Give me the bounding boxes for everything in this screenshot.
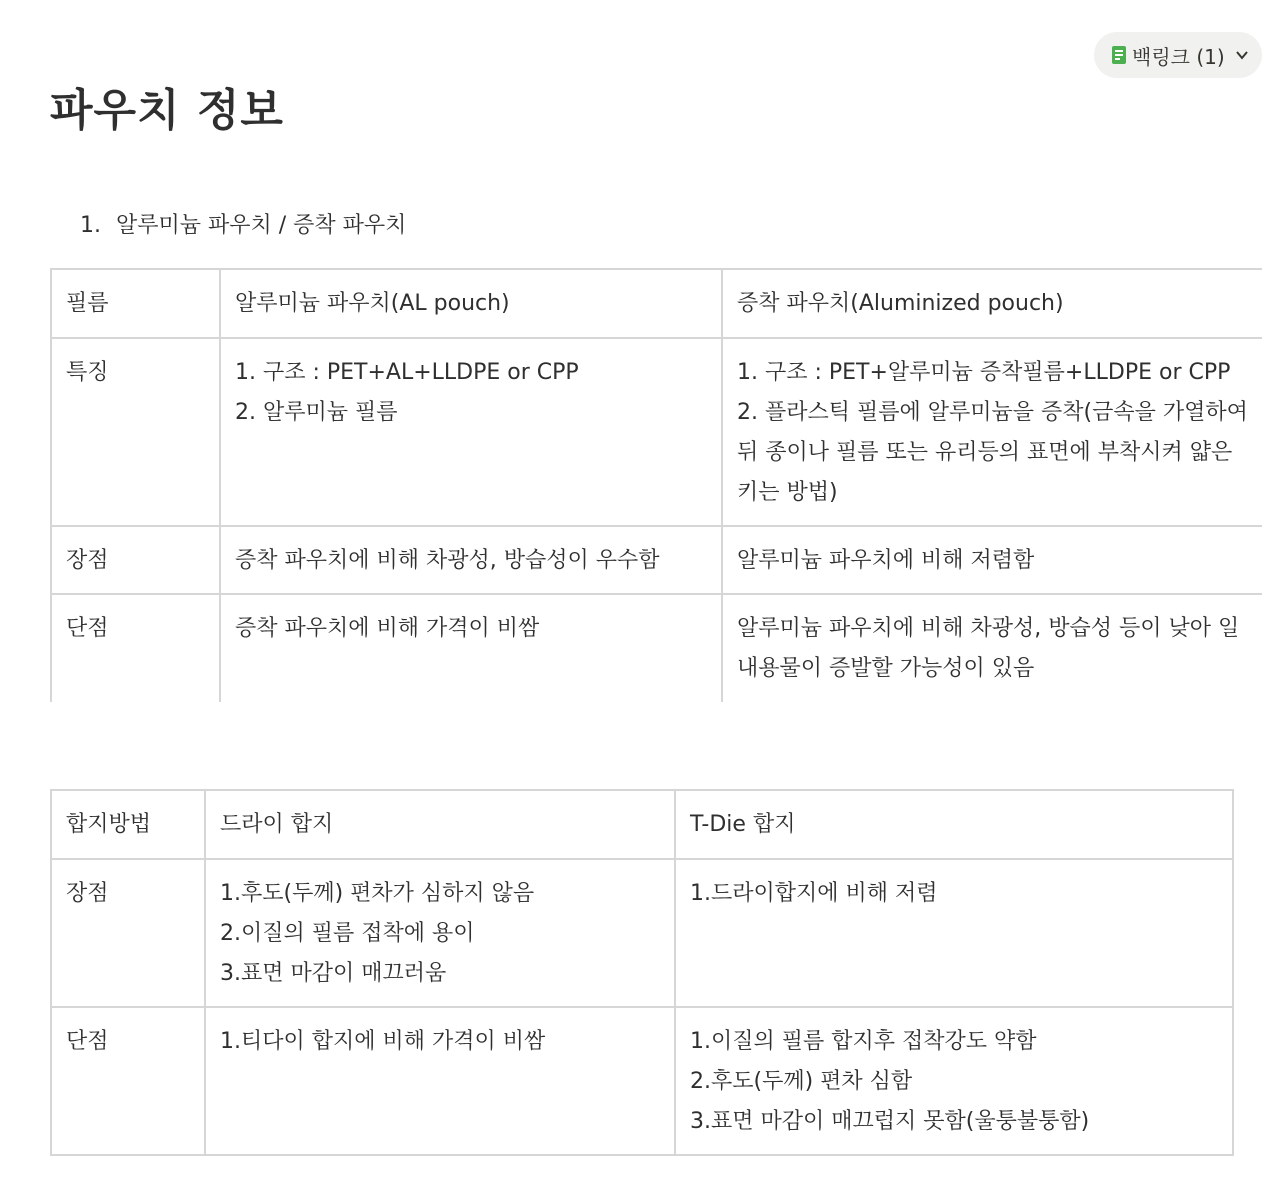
backlink-label: 백링크 (1): [1132, 44, 1225, 69]
cell-line: 2. 플라스틱 필름에 알루미늄을 증착(금속을 가열하여: [737, 400, 1248, 425]
table-cell: [722, 526, 1262, 594]
cell-line: 내용물이 증발할 가능성이 있음: [737, 656, 1035, 681]
chevron-down-icon: [1235, 48, 1249, 62]
cell-line: 3.표면 마감이 매끄러움: [220, 961, 447, 986]
table-cell: 증착 파우치(Aluminized pouch): [722, 269, 1262, 338]
table-cell: 단점: [51, 1007, 205, 1155]
table-cell: 단점: [51, 594, 220, 702]
table-row: [51, 1007, 1233, 1155]
cell-line: 3.표면 마감이 매끄럽지 못함(울퉁불퉁함): [690, 1109, 1090, 1134]
list-item-text: 알루미늄 파우치 / 증착 파우치: [116, 213, 407, 238]
lamination-comparison-table: [50, 789, 1234, 1156]
numbered-list-item: [80, 208, 406, 239]
table-cell: T-Die 합지: [675, 790, 1233, 859]
cell-line: 증착 파우치에 비해 차광성, 방습성이 우수함: [235, 548, 660, 573]
table-cell: [220, 594, 722, 702]
cell-line: 1. 구조 : PET+AL+LLDPE or CPP: [235, 360, 579, 385]
table-cell: 장점: [51, 859, 205, 1007]
cell-line: 2.이질의 필름 접착에 용이: [220, 921, 475, 946]
backlink-button[interactable]: [1094, 32, 1262, 78]
table-cell: 장점: [51, 526, 220, 594]
cell-line: 뒤 종이나 필름 또는 유리등의 표면에 부착시켜 얇은: [737, 440, 1233, 465]
cell-line: 1. 구조 : PET+알루미늄 증착필름+LLDPE or CPP: [737, 360, 1231, 385]
table-row: [51, 526, 1262, 594]
table-row: [51, 594, 1262, 702]
table-cell: [205, 1007, 675, 1155]
table-cell: 드라이 합지: [205, 790, 675, 859]
document-icon: [1112, 46, 1126, 64]
cell-line: 1.이질의 필름 합지후 접착강도 약함: [690, 1029, 1037, 1054]
table-cell: [220, 526, 722, 594]
table-row: [51, 338, 1262, 526]
cell-line: 1.후도(두께) 편차가 심하지 않음: [220, 881, 535, 906]
pouch-comparison-table: [50, 268, 1262, 702]
table-cell: 필름: [51, 269, 220, 338]
table-cell: [675, 859, 1233, 1007]
cell-line: 증착 파우치에 비해 가격이 비쌈: [235, 616, 540, 641]
table-cell: [220, 338, 722, 526]
table-cell: 특징: [51, 338, 220, 526]
table-row: [51, 859, 1233, 1007]
pouch-comparison-table-wrapper[interactable]: [50, 268, 1262, 702]
cell-line: 2.후도(두께) 편차 심함: [690, 1069, 913, 1094]
cell-line: 알루미늄 파우치에 비해 차광성, 방습성 등이 낮아 일: [737, 616, 1240, 641]
table-header-row: [51, 790, 1233, 859]
table-cell: 알루미늄 파우치(AL pouch): [220, 269, 722, 338]
page-title: 파우치 정보: [50, 85, 284, 136]
table-cell: 합지방법: [51, 790, 205, 859]
table-header-row: [51, 269, 1262, 338]
table-cell: [722, 338, 1262, 526]
cell-line: 1.드라이합지에 비해 저렴: [690, 881, 938, 906]
table-cell: [205, 859, 675, 1007]
table-cell: [722, 594, 1262, 702]
cell-line: 2. 알루미늄 필름: [235, 400, 398, 425]
lamination-comparison-table-wrapper: [50, 789, 1232, 1156]
cell-line: 1.티다이 합지에 비해 가격이 비쌈: [220, 1029, 546, 1054]
list-number: 1.: [80, 213, 101, 238]
cell-line: 알루미늄 파우치에 비해 저렴함: [737, 548, 1035, 573]
cell-line: 키는 방법): [737, 480, 838, 505]
table-cell: [675, 1007, 1233, 1155]
